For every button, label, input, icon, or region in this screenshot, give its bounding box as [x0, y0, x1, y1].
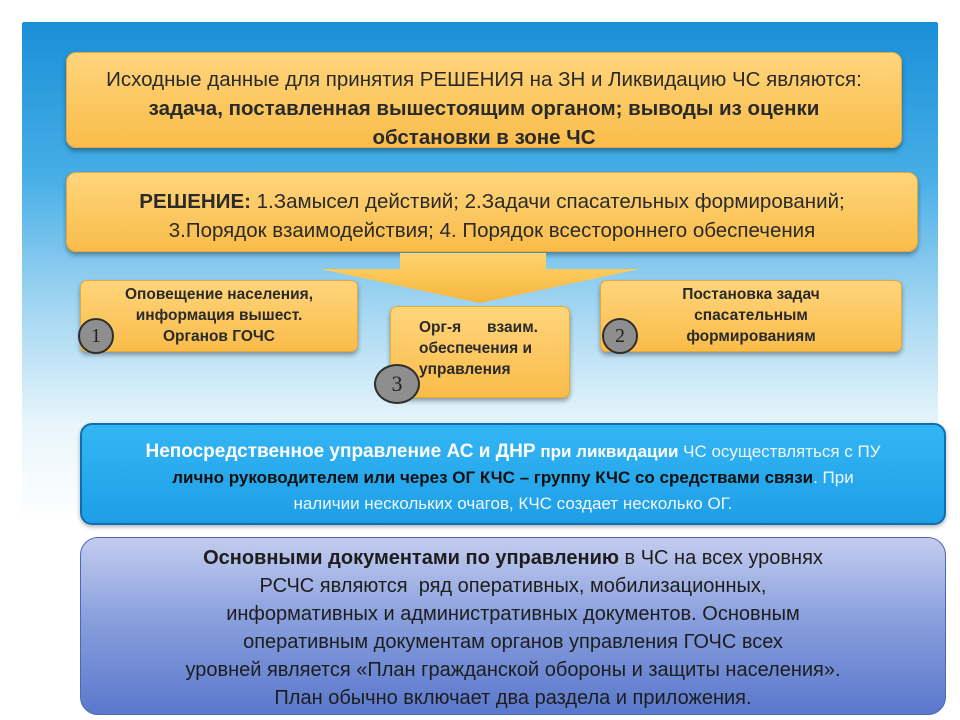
- docs-line-4: оперативным документам органов управления ГОЧС всех: [243, 631, 783, 653]
- step-box-notification: [80, 280, 358, 352]
- step-number-2: 2: [602, 318, 638, 354]
- docs-line-1-text: в ЧС на всех уровнях: [618, 547, 823, 569]
- decision-label: РЕШЕНИЕ:: [139, 190, 251, 213]
- step-3-line-1: Орг-я взаим.: [419, 319, 538, 336]
- control-bold-1: Непосредственное управление АС и ДНР: [145, 441, 536, 462]
- control-text-2: . При: [813, 468, 854, 487]
- step-3-line-2: обеспечения и: [419, 340, 533, 357]
- down-arrow-icon: [320, 253, 640, 303]
- step-3-line-3: управления: [419, 361, 511, 378]
- control-line-1: [82, 439, 944, 465]
- source-line-1: Исходные данные для принятия РЕШЕНИЯ на ЗН и Ликвидацию ЧС являются:: [106, 68, 862, 91]
- step-number-3: 3: [374, 364, 420, 404]
- decision-line-1-text: 1.Замысел действий; 2.Задачи спасательных формирований;: [250, 190, 845, 213]
- step-1-line-3: Органов ГОЧС: [163, 328, 275, 345]
- step-2-line-3: формированиям: [686, 328, 816, 345]
- control-bold-3: лично руководителем или через ОГ КЧС – группу КЧС со средствами связи: [172, 468, 814, 487]
- source-line-3: обстановки в зоне ЧС: [372, 126, 596, 149]
- source-data-box: [66, 52, 902, 148]
- docs-line-5: уровней является «План гражданской обороны и защиты населения».: [185, 659, 841, 681]
- control-bold-2: при ликвидации: [535, 442, 679, 461]
- control-text-1: ЧС осуществляться с ПУ: [678, 442, 881, 461]
- docs-line-2: РСЧС являются ряд оперативных, мобилизационных,: [259, 575, 767, 597]
- control-line-2: [82, 465, 944, 491]
- documents-box: [80, 537, 946, 715]
- step-1-line-1: Оповещение населения,: [124, 286, 314, 303]
- step-2-line-2: спасательным: [694, 307, 808, 324]
- control-line-3: наличии нескольких очагов, КЧС создает несколько ОГ.: [293, 494, 733, 513]
- direct-control-box: [80, 423, 946, 525]
- step-number-1: 1: [78, 318, 114, 354]
- docs-line-1: [81, 544, 945, 572]
- decision-line-2: 3.Порядок взаимодействия; 4. Порядок всестороннего обеспечения: [168, 219, 816, 242]
- docs-line-3: информативных и административных документов. Основным: [226, 603, 800, 625]
- step-2-line-1: Постановка задач: [682, 286, 820, 303]
- docs-line-6: План обычно включает два раздела и приложения.: [274, 687, 752, 709]
- decision-line-1: [67, 187, 917, 216]
- step-box-tasks: [600, 280, 902, 352]
- decision-box: [66, 172, 918, 252]
- step-1-line-2: информация вышест.: [135, 307, 303, 324]
- source-line-2: задача, поставленная вышестоящим органом; выводы из оценки: [148, 97, 820, 120]
- docs-bold: Основными документами по управлению: [203, 547, 619, 569]
